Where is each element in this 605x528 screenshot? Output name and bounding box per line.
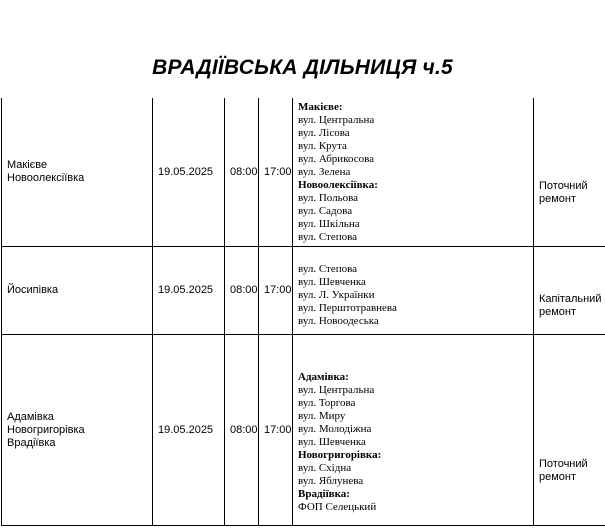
village-name: Макієве [7, 159, 48, 171]
village-name: Адамівка [7, 410, 54, 423]
street-name: вул. Перштотравнева [298, 302, 397, 314]
village-name: Врадіївка [7, 436, 56, 449]
start-time-cell: 08:00 [225, 335, 259, 526]
street-list [298, 253, 528, 328]
end-time-cell: 17:00 [259, 247, 293, 335]
date-cell: 19.05.2025 [153, 335, 225, 526]
work-type-label [539, 263, 600, 319]
street-name: вул. Східна [298, 461, 352, 474]
village-cell [2, 335, 153, 526]
table-row [2, 98, 605, 247]
street-name: вул. Крута [298, 139, 347, 152]
street-name: вул. Абрикосова [298, 152, 375, 165]
work-type-cell [534, 247, 605, 335]
street-name: вул. Миру [298, 409, 346, 422]
settlement-heading: Адамівка: [298, 370, 349, 383]
end-time-cell: 17:00 [259, 335, 293, 526]
street-list [298, 101, 528, 244]
street-name: вул. Молодіжна [298, 422, 372, 435]
street-name: вул. Шевченка [298, 435, 366, 448]
street-name: вул. Степова [298, 263, 358, 275]
work-type-cell [534, 335, 605, 526]
work-type-label [539, 376, 600, 484]
street-name: вул. Л. Українки [298, 289, 375, 301]
street-name: вул. Степова [298, 230, 358, 243]
street-name: вул. Садова [298, 204, 353, 217]
end-time-cell: 17:00 [259, 98, 293, 247]
outage-schedule-table [1, 98, 605, 526]
street-list [298, 347, 528, 514]
village-cell [2, 98, 153, 247]
street-name: вул. Шевченка [298, 276, 366, 288]
start-time-cell: 08:00 [225, 98, 259, 247]
street-name: вул. Зелена [298, 165, 351, 178]
work-type-text: Поточний [539, 458, 588, 470]
work-type-text: ремонт [539, 471, 577, 483]
street-name: вул. Шкільна [298, 217, 360, 230]
streets-cell [293, 335, 534, 526]
settlement-heading: Врадіївка: [298, 487, 350, 500]
streets-cell [293, 247, 534, 335]
street-name: вул. Центральна [298, 113, 375, 126]
table-row [2, 335, 605, 526]
settlement-heading: Макієве: [298, 100, 343, 113]
start-time-cell: 08:00 [225, 247, 259, 335]
table-row [2, 247, 605, 335]
street-name: вул. Польова [298, 191, 359, 204]
village-name: Йосипівка [7, 284, 59, 296]
street-name: ФОП Селецький [298, 500, 377, 513]
street-name: вул. Яблунева [298, 474, 364, 487]
street-name: вул. Торгова [298, 396, 356, 409]
date-cell: 19.05.2025 [153, 98, 225, 247]
work-type-text: ремонт [539, 305, 577, 318]
date-cell: 19.05.2025 [153, 247, 225, 335]
work-type-cell [534, 98, 605, 247]
village-name: Новогригорівка [7, 423, 85, 436]
work-type-text: Капітальний [539, 292, 602, 305]
streets-cell [293, 98, 534, 247]
settlement-heading: Новогригорівка: [298, 448, 382, 461]
village-name: Новоолексіївка [7, 172, 85, 184]
street-name: вул. Новоодеська [298, 315, 379, 327]
settlement-heading: Новоолексіївка: [298, 178, 378, 191]
table-body [2, 98, 605, 526]
page-title: ВРАДІЇВСЬКА ДІЛЬНИЦЯ ч.5 [152, 56, 453, 79]
street-name: вул. Центральна [298, 383, 375, 396]
work-type-text: ремонт [539, 193, 577, 205]
work-type-label [539, 138, 600, 206]
street-name: вул. Лісова [298, 126, 350, 139]
work-type-text: Поточний [539, 180, 588, 192]
village-cell [2, 247, 153, 335]
